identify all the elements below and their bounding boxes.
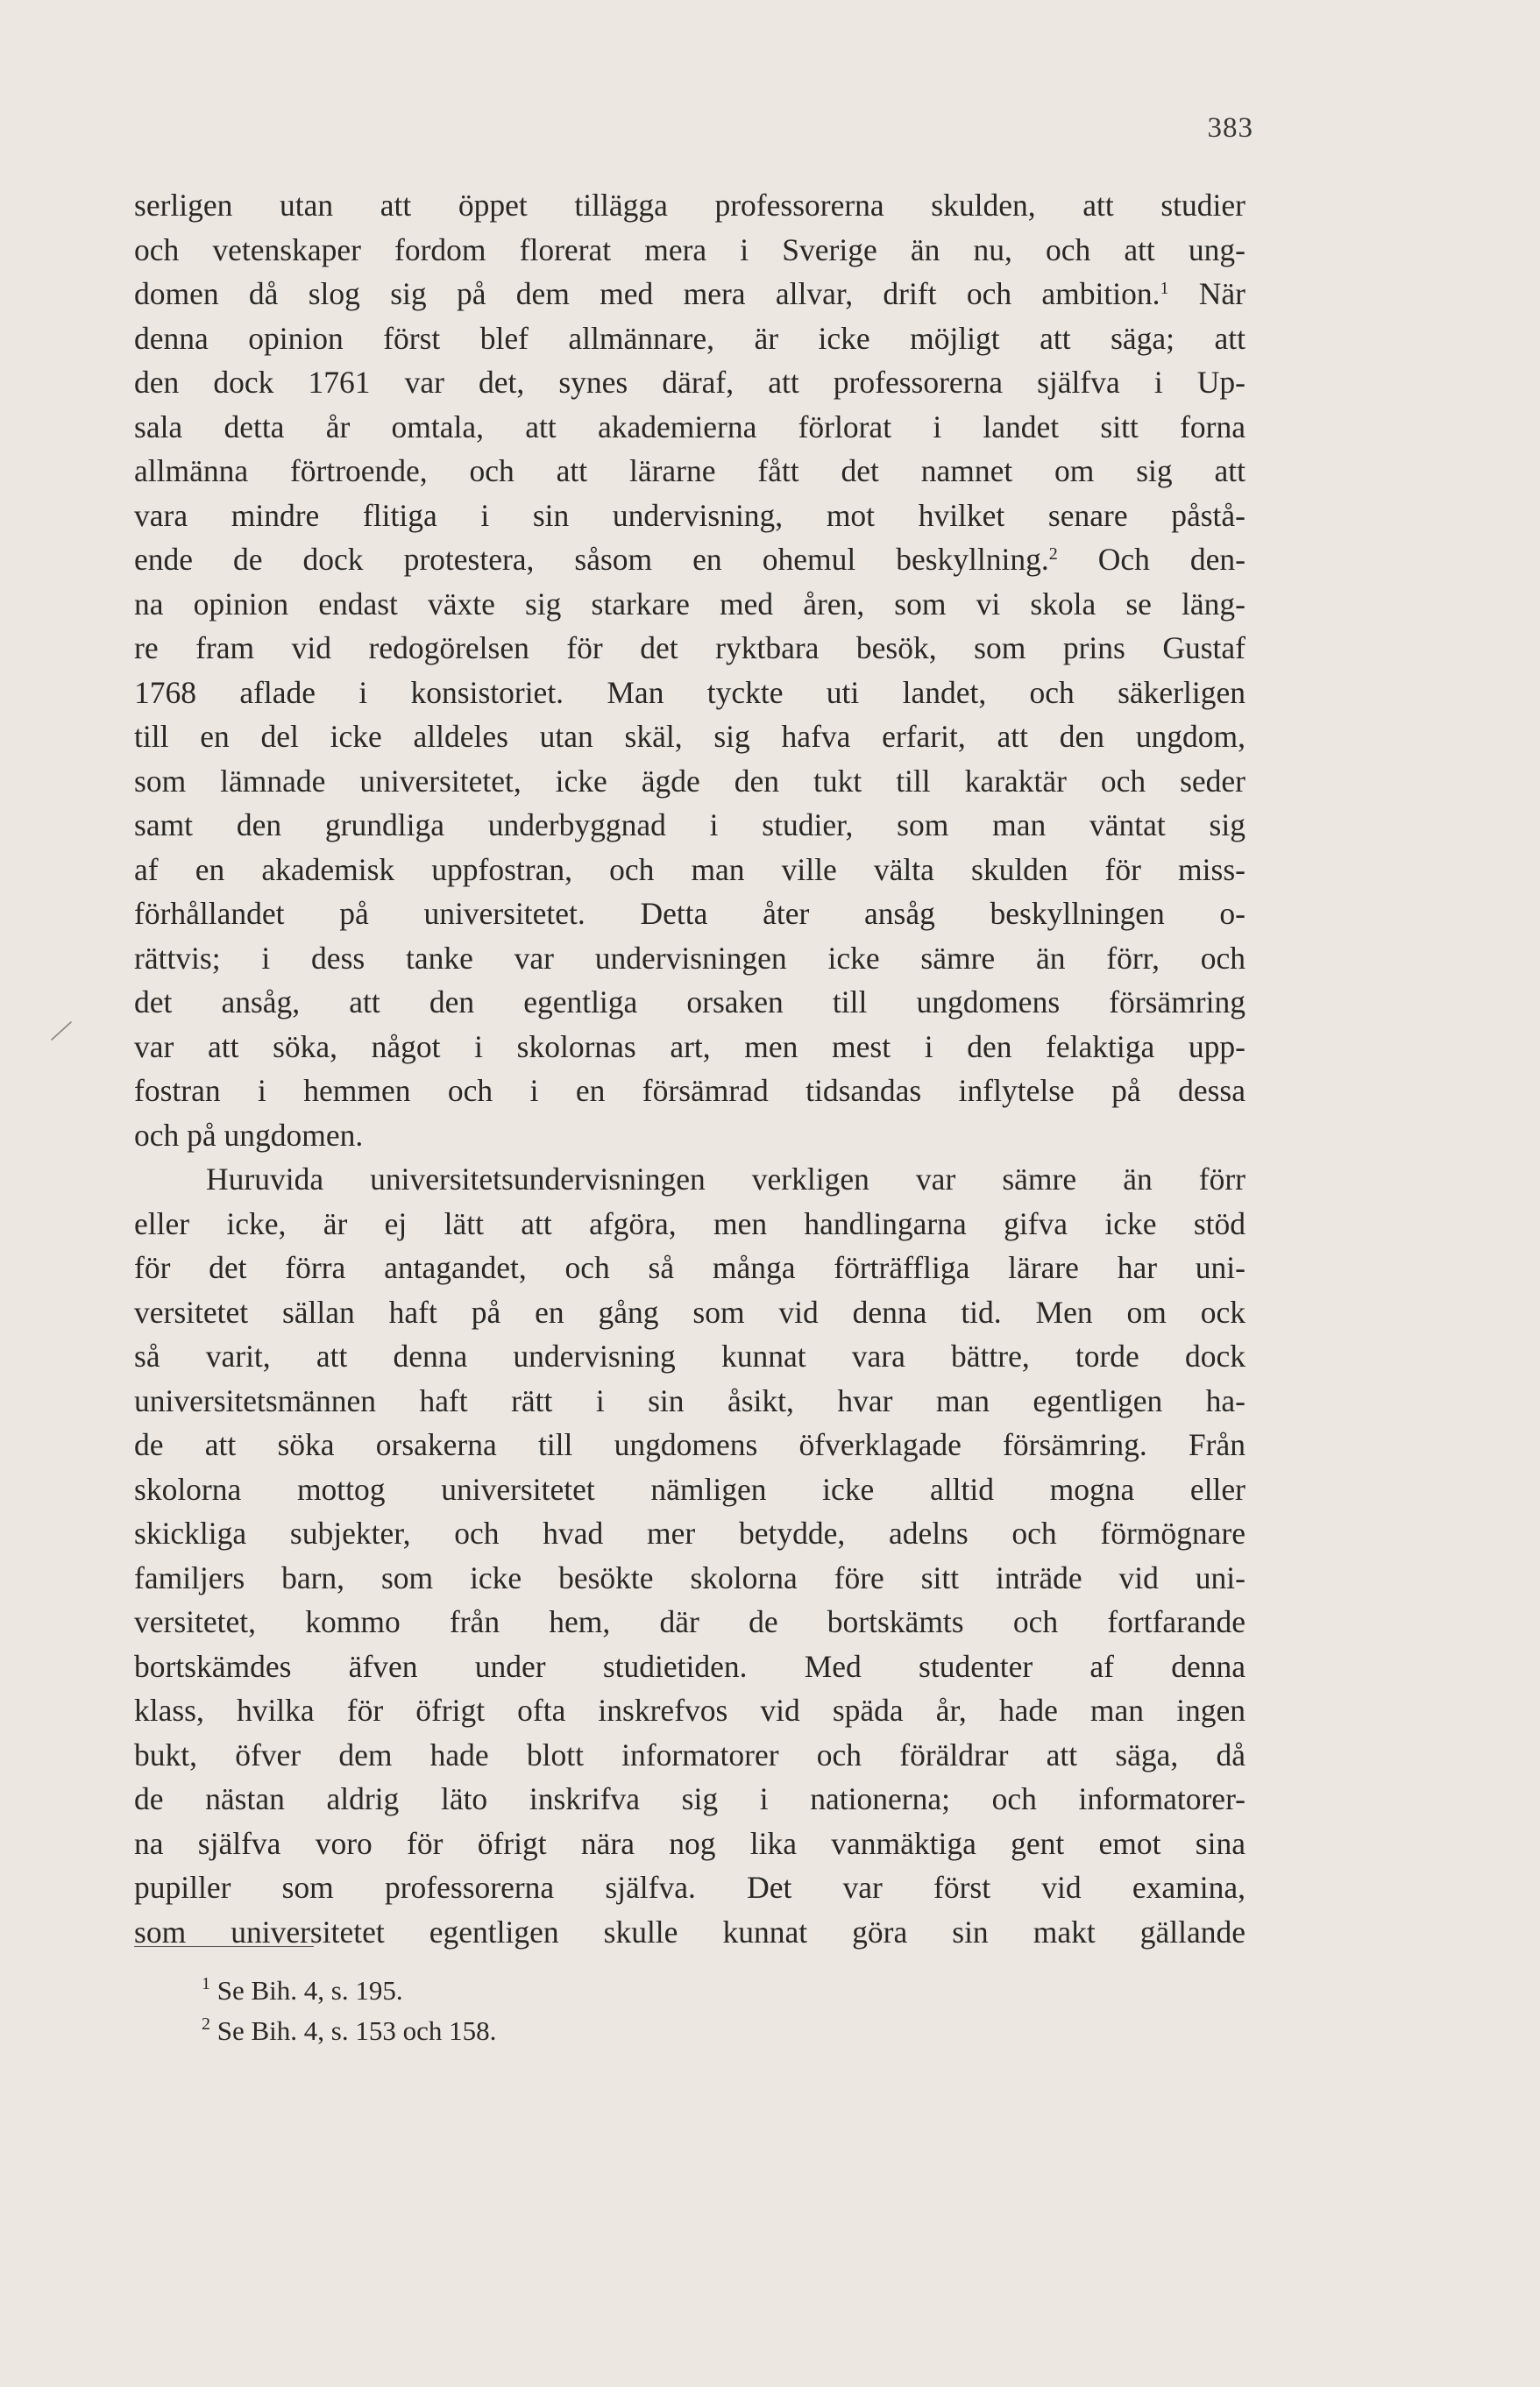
paragraph-end-line: och på ungdomen. (134, 1117, 364, 1153)
margin-pencil-mark (48, 1017, 75, 1043)
text-line: rättvis; i dess tanke var undervisningen icke sämre än förr, och (134, 940, 1245, 976)
text-line: vara mindre flitiga i sin undervisning, mot hvilket senare påstå- (134, 497, 1245, 533)
text-line: 1768 aflade i konsistoriet. Man tyckte uti landet, och säkerligen (134, 674, 1245, 710)
text-line: skickliga subjekter, och hvad mer betydde, adelns och förmögnare (134, 1516, 1245, 1551)
text-line: var att söka, något i skolornas art, men mest i den felaktiga upp- (134, 1028, 1245, 1064)
body-text (134, 183, 1245, 1954)
text-line: pupiller som professorerna själfva. Det var först vid examina, (134, 1870, 1245, 1905)
text-line: de nästan aldrig läto inskrifva sig i nationerna; och informatorer- (134, 1781, 1245, 1816)
text-line: versitetet, kommo från hem, där de bortskämts och fortfarande (134, 1604, 1245, 1639)
text-line: bukt, öfver dem hade blott informatorer och föräldrar att säga, då (134, 1737, 1245, 1772)
footnote-marker: 2 (202, 2014, 210, 2034)
text-line: det ansåg, att den egentliga orsaken till ungdomens försämring (134, 984, 1245, 1019)
footnotes (202, 1971, 727, 2051)
footnote-1: $^1$ Se Bih. 4, s. 195. (202, 1974, 403, 2006)
text-line: af en akademisk uppfostran, och man ville välta skulden för miss- (134, 851, 1245, 887)
text-line: samt den grundliga underbyggnad i studier, som man väntat sig (134, 807, 1245, 842)
footnote-marker: 1 (202, 1974, 210, 1993)
page-number: 383 (1207, 112, 1253, 144)
text-line: fostran i hemmen och i en försämrad tidsandas inflytelse på dessa (134, 1073, 1245, 1108)
text-line: familjers barn, som icke besökte skolorna före sitt inträde vid uni- (134, 1559, 1245, 1595)
footnote-2: $^2$ Se Bih. 4, s. 153 och 158. (202, 2014, 497, 2046)
text-line: versitetet sällan haft på en gång som vid denna tid. Men om ock (134, 1294, 1245, 1330)
text-line: så varit, att denna undervisning kunnat vara bättre, torde dock (134, 1339, 1245, 1374)
text-line: universitetsmännen haft rätt i sin åsikt, hvar man egentligen ha- (134, 1382, 1245, 1418)
text-line: förhållandet på universitetet. Detta åter ansåg beskyllningen o- (134, 896, 1245, 931)
text-line: den dock 1761 var det, synes däraf, att professorerna själfva i Up- (134, 365, 1245, 400)
text-line: för det förra antagandet, och så många förträffliga lärare har uni- (134, 1250, 1245, 1285)
text-line: serligen utan att öppet tillägga professorerna skulden, att studier (134, 188, 1245, 223)
paragraph-start-line: Huruvida universitetsundervisningen verkligen var sämre än förr (206, 1162, 1245, 1197)
text-line: som universitetet egentligen skulle kunnat göra sin makt gällande (134, 1914, 1245, 1950)
text-line: denna opinion först blef allmännare, är icke möjligt att säga; att (134, 320, 1245, 356)
text-line: de att söka orsakerna till ungdomens öfverklagade försämring. Från (134, 1427, 1245, 1462)
text-line: skolorna mottog universitetet nämligen icke alltid mogna eller (134, 1471, 1245, 1507)
text-line: som lämnade universitetet, icke ägde den tukt till karaktär och seder (134, 763, 1245, 799)
text-line: klass, hvilka för öfrigt ofta inskrefvos vid späda år, hade man ingen (134, 1693, 1245, 1728)
text-line: bortskämdes äfven under studietiden. Med studenter af denna (134, 1648, 1245, 1684)
footnote-marker: 1 (1160, 279, 1169, 298)
footnote-rule (134, 1946, 314, 1947)
text-line: allmänna förtroende, och att lärarne fått det namnet om sig att (134, 453, 1245, 488)
text-line: na opinion endast växte sig starkare med åren, som vi skola se läng- (134, 586, 1245, 622)
text-line: na själfva voro för öfrigt nära nog lika vanmäktiga gent emot sina (134, 1825, 1245, 1861)
text-line: och vetenskaper fordom florerat mera i Sverige än nu, och att ung- (134, 231, 1245, 267)
text-line: ende de dock protestera, såsom en ohemul beskyllning.$^2$ Och den- (134, 542, 1245, 577)
text-line: till en del icke alldeles utan skäl, sig hafva erfarit, att den ungdom, (134, 719, 1245, 754)
footnote-marker: 2 (1048, 544, 1058, 564)
text-line: domen då slog sig på dem med mera allvar, drift och ambition.$^1$ När (134, 276, 1246, 311)
text-line: re fram vid redogörelsen för det ryktbara besök, som prins Gustaf (134, 630, 1245, 665)
text-line: eller icke, är ej lätt att afgöra, men handlingarna gifva icke stöd (134, 1205, 1245, 1241)
text-line: sala detta år omtala, att akademierna förlorat i landet sitt forna (134, 408, 1245, 444)
